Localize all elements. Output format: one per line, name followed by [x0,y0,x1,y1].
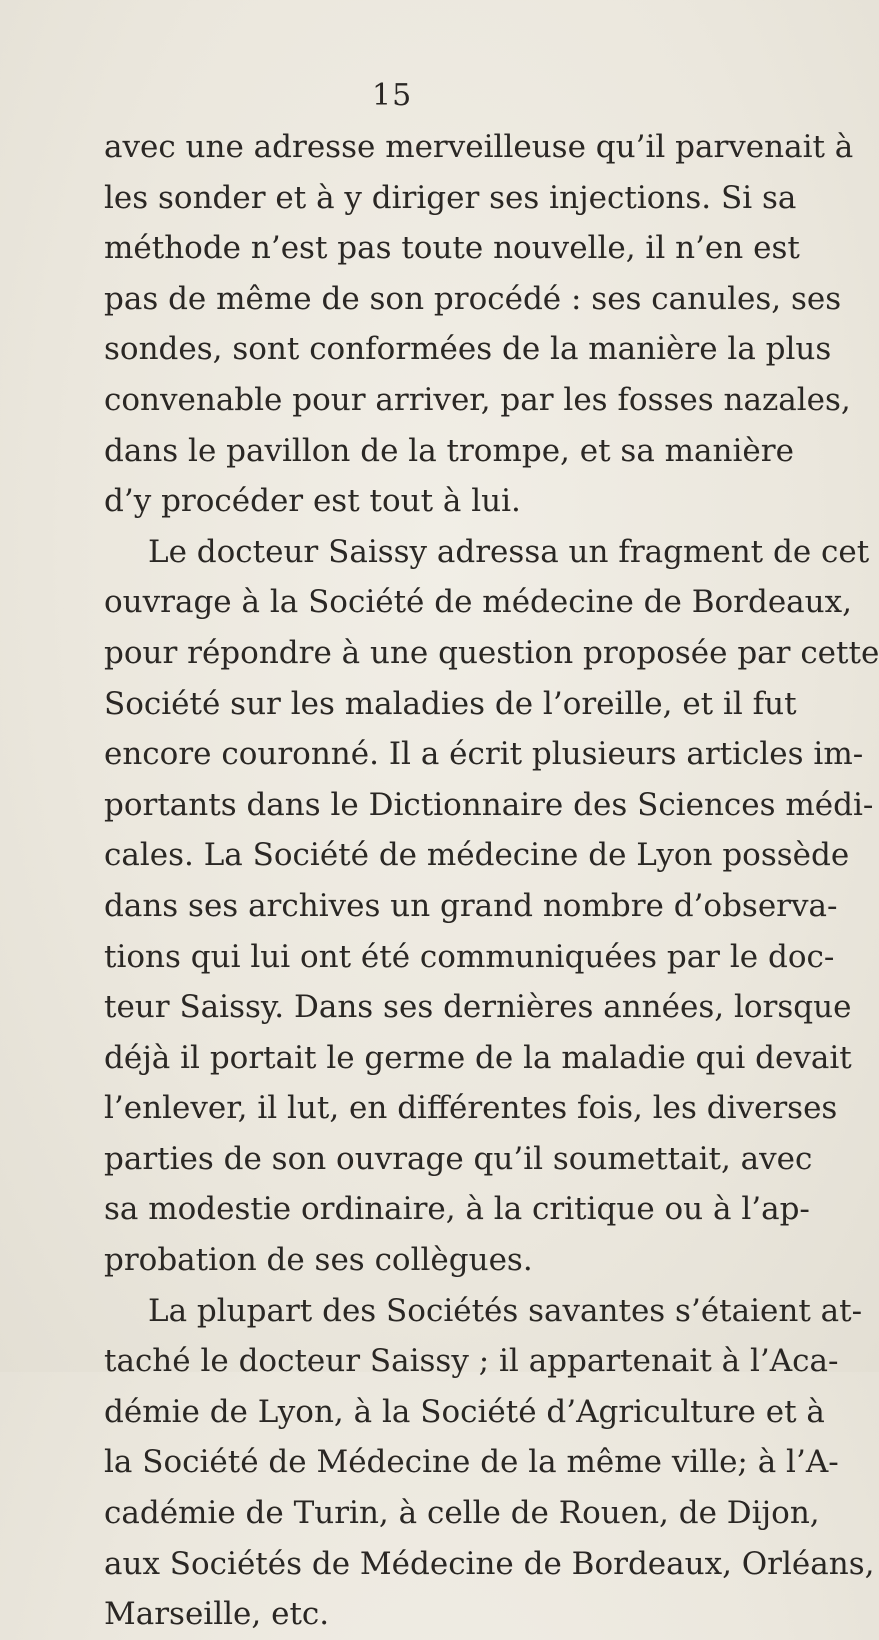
text-line: dans ses archives un grand nombre d’observa- [104,887,838,924]
text-line: déjà il portait le germe de la maladie qui devait [104,1039,852,1076]
text-line: portants dans le Dictionnaire des Sciences médi- [104,786,874,823]
text-line: avec une adresse merveilleuse qu’il parvenait à [104,129,854,165]
text-line: pour répondre à une question proposée par cette [104,634,879,671]
text-line: pas de même de son procédé : ses canules, ses [104,280,842,317]
text-line: La plupart des Sociétés savantes s’étaient at- [148,1292,863,1329]
text-line: démie de Lyon, à la Société d’Agriculture et à [104,1393,825,1430]
text-line: Marseille, etc. [104,1596,330,1633]
text-line: teur Saissy. Dans ses dernières années, lorsque [104,989,852,1026]
text-line: la Société de Médecine de la même ville; à l’A- [104,1444,839,1481]
text-line: cales. La Société de médecine de Lyon possède [104,837,850,874]
text-line: parties de son ouvrage qu’il soumettait, avec [104,1140,813,1177]
text-line: sa modestie ordinaire, à la critique ou à l’ap- [104,1191,810,1228]
text-line: sondes, sont conformées de la manière la plus [104,331,832,368]
text-line: tions qui lui ont été communiquées par le doc- [104,938,835,975]
text-line: d’y procéder est tout à lui. [104,483,521,520]
text-line: cadémie de Turin, à celle de Rouen, de Dijon, [104,1495,820,1532]
text-line: Société sur les maladies de l’oreille, et il fut [104,685,797,722]
text-line: l’enlever, il lut, en différentes fois, les diverses [104,1090,838,1127]
text-line: Le docteur Saissy adressa un fragment de cet [148,533,870,570]
text-line: les sonder et à y diriger ses injections. Si sa [104,179,797,216]
text-line: ouvrage à la Société de médecine de Bordeaux, [104,584,852,621]
text-line: convenable pour arriver, par les fosses nazales, [104,381,851,418]
page-number: 15 [372,78,413,113]
body-text [104,122,879,1640]
text-line: probation de ses collègues. [104,1242,533,1279]
text-line: taché le docteur Saissy ; il appartenait à l’Aca- [104,1343,839,1380]
text-line: encore couronné. Il a écrit plusieurs articles im- [104,736,864,773]
text-line: aux Sociétés de Médecine de Bordeaux, Orléans, [104,1545,875,1582]
text-line: méthode n’est pas toute nouvelle, il n’en est [104,230,800,267]
text-line: dans le pavillon de la trompe, et sa manière [104,432,794,469]
